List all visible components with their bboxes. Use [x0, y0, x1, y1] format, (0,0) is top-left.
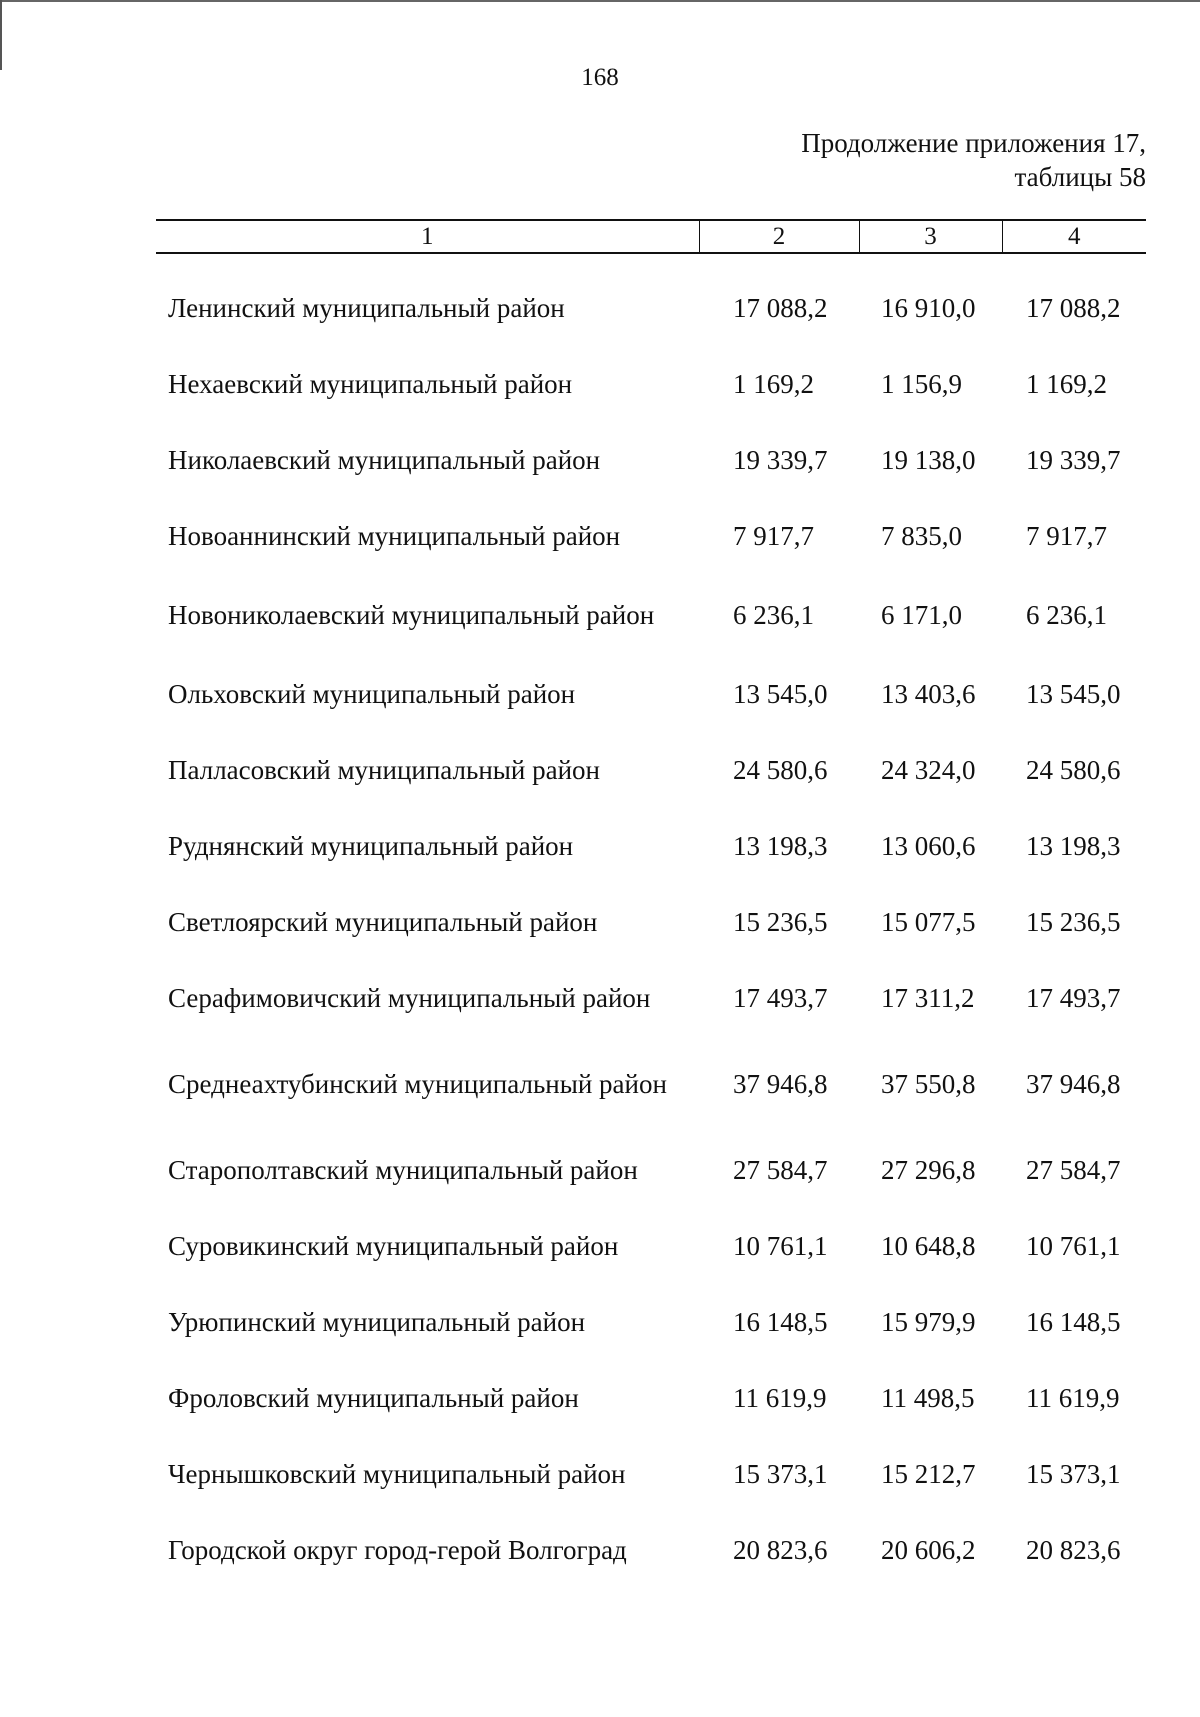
value-col-4: 1 169,2 [1026, 368, 1107, 399]
value-col-3: 27 296,8 [881, 1154, 976, 1185]
value-col-3: 11 498,5 [881, 1382, 975, 1413]
district-name: Ольховский муниципальный район [168, 678, 576, 709]
value-col-4: 24 580,6 [1026, 754, 1121, 785]
table-row [156, 422, 1146, 498]
table-row [156, 1436, 1146, 1512]
value-col-2: 24 580,6 [733, 754, 828, 785]
value-col-3: 19 138,0 [881, 444, 976, 475]
scan-left-edge [0, 0, 2, 70]
value-col-2: 11 619,9 [733, 1382, 827, 1413]
district-name: Суровикинский муниципальный район [168, 1230, 619, 1261]
district-name: Ленинский муниципальный район [168, 292, 565, 323]
table-row [156, 1512, 1146, 1588]
value-col-4: 37 946,8 [1026, 1068, 1121, 1099]
value-col-4: 13 545,0 [1026, 678, 1121, 709]
value-col-4: 16 148,5 [1026, 1306, 1121, 1337]
value-col-4: 17 493,7 [1026, 982, 1121, 1013]
value-col-3: 15 979,9 [881, 1306, 976, 1337]
column-header-4: 4 [1002, 220, 1146, 253]
value-col-3: 1 156,9 [881, 368, 962, 399]
district-name: Фроловский муниципальный район [168, 1382, 579, 1413]
value-col-2: 1 169,2 [733, 368, 814, 399]
table-row [156, 808, 1146, 884]
value-col-4: 20 823,6 [1026, 1534, 1121, 1565]
table-row [156, 1208, 1146, 1284]
value-col-2: 10 761,1 [733, 1230, 828, 1261]
value-col-3: 7 835,0 [881, 520, 962, 551]
table-row [156, 346, 1146, 422]
table-row [156, 498, 1146, 574]
district-name: Старополтавский муниципальный район [168, 1154, 638, 1185]
district-name: Палласовский муниципальный район [168, 754, 600, 785]
table-caption [801, 126, 1146, 194]
district-name: Руднянский муниципальный район [168, 830, 574, 861]
value-col-3: 16 910,0 [881, 292, 976, 323]
value-col-3: 13 403,6 [881, 678, 976, 709]
district-name: Городской округ город-герой Волгоград [168, 1534, 627, 1565]
caption-line-1: Продолжение приложения 17, [801, 128, 1146, 158]
table-row [156, 253, 1146, 346]
value-col-4: 10 761,1 [1026, 1230, 1121, 1261]
value-col-4: 15 373,1 [1026, 1458, 1121, 1489]
value-col-2: 17 088,2 [733, 292, 828, 323]
value-col-2: 27 584,7 [733, 1154, 828, 1185]
value-col-2: 16 148,5 [733, 1306, 828, 1337]
value-col-4: 19 339,7 [1026, 444, 1121, 475]
value-col-2: 17 493,7 [733, 982, 828, 1013]
table-row [156, 884, 1146, 960]
table-row [156, 1036, 1146, 1132]
page-number: 168 [581, 64, 619, 91]
value-col-3: 24 324,0 [881, 754, 976, 785]
value-col-2: 15 236,5 [733, 906, 828, 937]
value-col-2: 6 236,1 [733, 599, 814, 630]
scan-top-edge [0, 0, 1200, 2]
value-col-4: 27 584,7 [1026, 1154, 1121, 1185]
district-name: Среднеахтубинский муниципальный район [168, 1068, 667, 1099]
table-row [156, 1284, 1146, 1360]
value-col-2: 7 917,7 [733, 520, 814, 551]
data-table [156, 219, 1146, 1588]
table-row [156, 1360, 1146, 1436]
value-col-3: 6 171,0 [881, 599, 962, 630]
district-name: Чернышковский муниципальный район [168, 1458, 626, 1489]
table-row [156, 656, 1146, 732]
value-col-3: 20 606,2 [881, 1534, 976, 1565]
table-row [156, 574, 1146, 656]
district-name: Новоаннинский муниципальный район [168, 520, 621, 551]
district-name: Серафимовичский муниципальный район [168, 982, 651, 1013]
table-row [156, 960, 1146, 1036]
district-name: Нехаевский муниципальный район [168, 368, 573, 399]
value-col-3: 37 550,8 [881, 1068, 976, 1099]
table-row [156, 1132, 1146, 1208]
value-col-4: 11 619,9 [1026, 1382, 1120, 1413]
value-col-4: 15 236,5 [1026, 906, 1121, 937]
value-col-3: 10 648,8 [881, 1230, 976, 1261]
value-col-2: 20 823,6 [733, 1534, 828, 1565]
column-header-2: 2 [699, 220, 859, 253]
value-col-3: 13 060,6 [881, 830, 976, 861]
district-name: Урюпинский муниципальный район [168, 1306, 586, 1337]
value-col-3: 15 212,7 [881, 1458, 976, 1489]
value-col-2: 19 339,7 [733, 444, 828, 475]
value-col-4: 17 088,2 [1026, 292, 1121, 323]
value-col-3: 17 311,2 [881, 982, 975, 1013]
header-row [156, 220, 1146, 253]
district-name: Светлоярский муниципальный район [168, 906, 598, 937]
value-col-4: 7 917,7 [1026, 520, 1107, 551]
value-col-4: 13 198,3 [1026, 830, 1121, 861]
table-row [156, 732, 1146, 808]
column-header-1: 1 [156, 220, 699, 253]
column-header-3: 3 [859, 220, 1002, 253]
value-col-2: 15 373,1 [733, 1458, 828, 1489]
value-col-2: 13 545,0 [733, 678, 828, 709]
value-col-3: 15 077,5 [881, 906, 976, 937]
district-name: Новониколаевский муниципальный район [168, 599, 655, 630]
value-col-4: 6 236,1 [1026, 599, 1107, 630]
district-name: Николаевский муниципальный район [168, 444, 601, 475]
value-col-2: 13 198,3 [733, 830, 828, 861]
caption-line-2: таблицы 58 [1014, 162, 1146, 192]
value-col-2: 37 946,8 [733, 1068, 828, 1099]
